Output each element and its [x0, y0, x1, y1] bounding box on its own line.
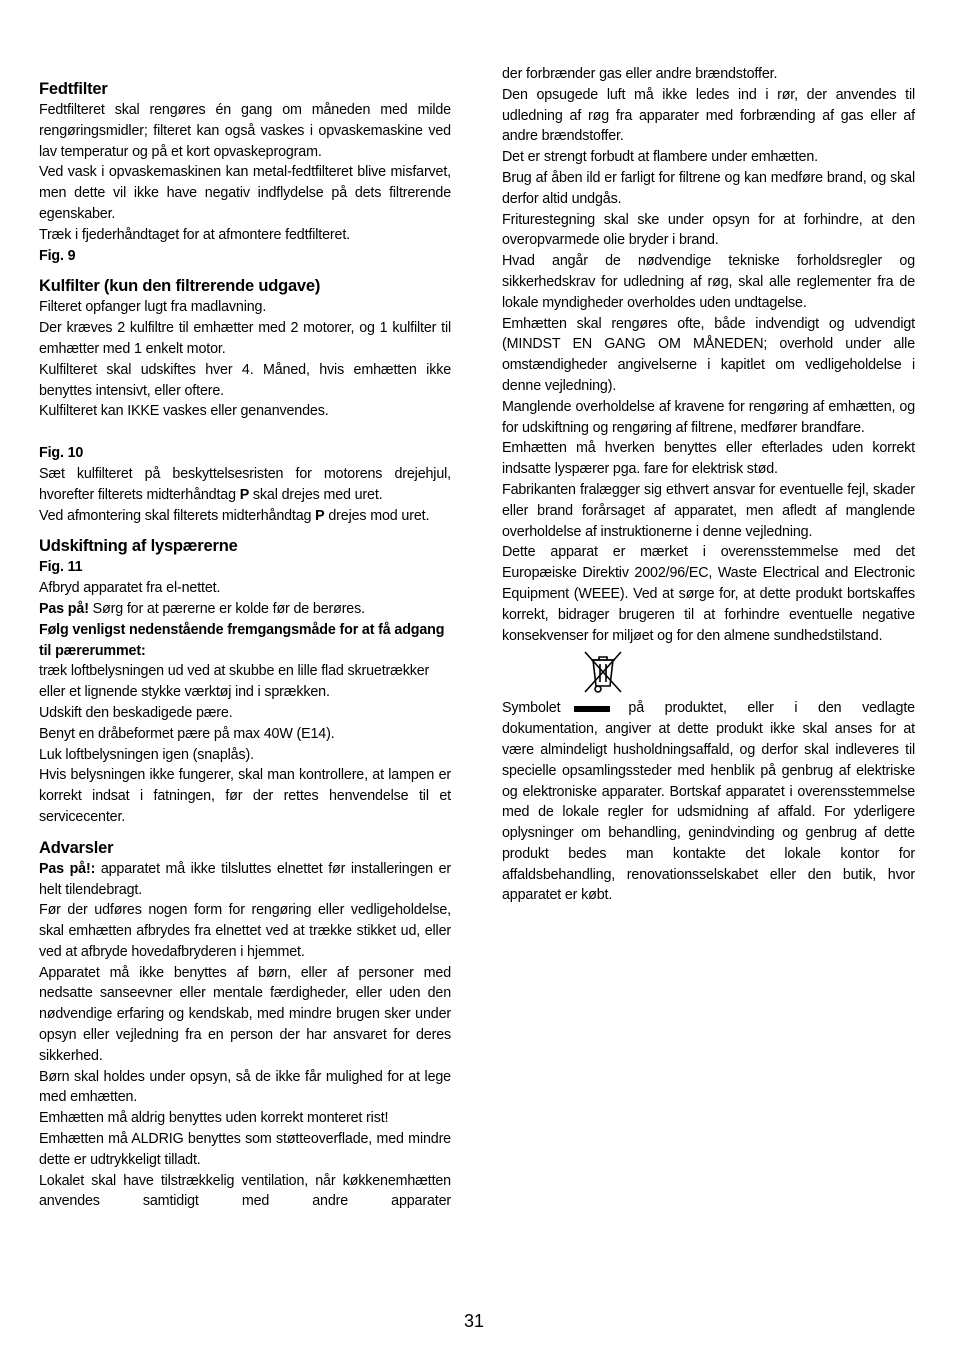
paragraph: Kulfilteret skal udskiftes hver 4. Måned, hvis emhætten ikke benyttes intensivt, eller oftere. — [39, 361, 451, 399]
paragraph: Emhætten må ALDRIG benyttes som støtteoverflade, med mindre dette er udtrykkeligt tilladt. — [39, 1131, 451, 1168]
paragraph: Brug af åben ild er farligt for filtrene og kan medføre brand, og skal derfor altid undgås. — [502, 169, 915, 207]
paragraph: Luk loftbelysningen igen (snaplås). — [39, 746, 254, 763]
paragraph: Sæt kulfilteret på beskyttelsesristen for motorens drejehjul, hvorefter filterets midterhåndtag P skal drejes med uret. — [39, 465, 451, 503]
weee-bar-symbol — [574, 706, 610, 712]
left-column — [39, 79, 451, 1212]
section-title-fedtfilter: Fedtfilter — [39, 80, 108, 98]
paragraph: Lokalet skal have tilstrækkelig ventilation, når køkkenemhætten anvendes samtidigt med andre apparater — [39, 1172, 451, 1210]
paragraph: Symbolet på produktet, eller i den vedlagte dokumentation, angiver at dette produkt ikke skal anses for at være almindeligt husholdningsaffald, og derfor skal indleveres til specielle opsamlingssteder med henblik på genbrug af elektriske og elektroniske apparater. Bortskaf apparatet i overensstemmelse med de lokale regler for udsmidning af affald. For yderligere oplysninger om behandling, genindvinding og genbrug af dette produkt bedes man kontakte det lokale kontor for affaldsbehandling, renovationsselskabet eller den butik, hvor apparatet er købt. — [502, 700, 915, 904]
paragraph: Apparatet må ikke benyttes af børn, eller af personer med nedsatte sanseevner eller mentale færdigheder, eller uden den nødvendige erfaring og kendskab, med mindre brugen sker under opsyn eller vejledning fra en person der har ansvaret for deres sikkerhed. — [39, 964, 451, 1064]
paragraph: Pas på! Sørg for at pærerne er kolde før de berøres. — [39, 600, 365, 617]
figure-reference: Fig. 9 — [39, 247, 76, 264]
paragraph: der forbrænder gas eller andre brændstoffer. — [502, 66, 778, 82]
paragraph: Træk i fjederhåndtaget for at afmontere fedtfilteret. — [39, 226, 350, 243]
paragraph: Hvis belysningen ikke fungerer, skal man kontrollere, at lampen er korrekt indsat i fatningen, før der rettes henvendelse til et servicecenter. — [39, 767, 451, 825]
paragraph: Benyt en dråbeformet pære på max 40W (E14). — [39, 725, 335, 742]
paragraph: Kulfilteret kan IKKE vaskes eller genanvendes. — [39, 403, 329, 420]
paragraph: Der kræves 2 kulfiltre til emhætter med 2 motorer, og 1 kulfilter til emhætter med 1 enkelt motor. — [39, 320, 451, 357]
paragraph: Friturestegning skal ske under opsyn for at forhindre, at den overopvarmede olie bryder i brand. — [502, 211, 915, 249]
section-title-lyspaerer: Udskiftning af lyspærerne — [39, 537, 238, 556]
paragraph: Hvad angår de nødvendige tekniske forholdsregler og sikkerhedskrav for udledning af røg, skal alle reglementer fra de lokale myndigheder overholdes uden undtagelse. — [502, 253, 915, 311]
paragraph: Emhætten skal rengøres ofte, både indvendigt og udvendigt (MINDST EN GANG OM MÅNEDEN; overhold under alle omstændigheder angivelserne i kapitlet om vedligeholdelse i denne vejledning). — [502, 315, 915, 394]
paragraph: Ved afmontering skal filterets midterhåndtag P drejes mod uret. — [39, 507, 430, 524]
paragraph: Den opsugede luft må ikke ledes ind i rør, der anvendes til udledning af røg fra apparater med forbrænding af gas eller af andre brændstoffer. — [502, 86, 915, 145]
paragraph: Pas på!: apparatet må ikke tilsluttes elnettet før installeringen er helt tilendebragt. — [39, 860, 451, 898]
paragraph: Afbryd apparatet fra el-nettet. — [39, 580, 221, 597]
paragraph: Ved vask i opvaskemaskinen kan metal-fedtfilteret blive misfarvet, men dette vil ikke have negativ indflydelse på dets filtrerende egenskaber. — [39, 164, 451, 222]
paragraph: Følg venligst nedenstående fremgangsmåde for at få adgang til pærerummet: — [39, 621, 445, 659]
section-title-kulfilter: Kulfilter (kun den filtrerende udgave) — [39, 277, 321, 296]
paragraph: Filteret opfanger lugt fra madlavning. — [39, 299, 267, 316]
paragraph: Udskift den beskadigede pære. — [39, 704, 233, 721]
paragraph: Fabrikanten fralægger sig ethvert ansvar for eventuelle fejl, skader eller brand forårsaget af apparatet, men afledt af manglende overholdelse af instruktionerne i denne vejledning. — [502, 481, 915, 540]
section-title-advarsler: Advarsler — [39, 838, 114, 857]
crossed-out-wheelie-bin-icon — [580, 648, 626, 696]
right-column — [502, 64, 915, 906]
paragraph: Før der udføres nogen form for rengøring eller vedligeholdelse, skal emhætten afbrydes fra elnettet ved at trække stikket ud, eller ved at afbryde hovedafbryderen i hjemmet. — [39, 902, 451, 960]
paragraph: Fedtfilteret skal rengøres én gang om måneden med milde rengøringsmidler; filteret kan også vaskes i opvaskemaskine ved lav temperatur og på et kort opvaskeprogram. — [39, 102, 451, 160]
paragraph: Børn skal holdes under opsyn, så de ikke får mulighed for at lege med emhætten. — [39, 1068, 451, 1106]
paragraph: Dette apparat er mærket i overensstemmelse med det Europæiske Direktiv 2002/96/EC, Waste Electrical and Electronic Equipment (WEEE). Ved at sørge for, at dette produkt bortskaffes korrekt, bidrager brugeren til at forhindre eventuelle negative konsekvenser for miljøet og for den almene sundhedstilstand. — [502, 544, 915, 644]
figure-reference: Fig. 11 — [39, 559, 83, 576]
figure-reference: Fig. 10 — [39, 445, 84, 462]
paragraph: Det er strengt forbudt at flambere under emhætten. — [502, 149, 818, 166]
paragraph: Emhætten må aldrig benyttes uden korrekt monteret rist! — [39, 1110, 389, 1127]
paragraph: træk loftbelysningen ud ved at skubbe en lille flad skruetrækker eller et lignende stykke værktøj ind i sprækken. — [39, 663, 430, 701]
page-number: 31 — [464, 1311, 485, 1331]
paragraph: Emhætten må hverken benyttes eller efterlades uden korrekt indsatte lyspærer pga. fare for elektrisk stød. — [502, 440, 915, 478]
paragraph: Manglende overholdelse af kravene for rengøring af emhætten, og for udskiftning og rengøring af filtrene, medfører brandfare. — [502, 398, 915, 436]
